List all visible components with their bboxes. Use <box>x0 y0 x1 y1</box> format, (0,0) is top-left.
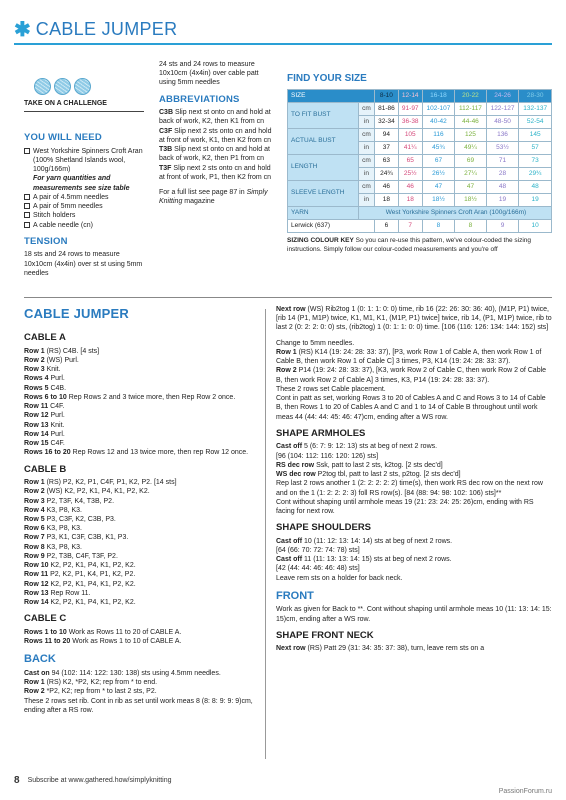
abbreviations-title: ABBREVIATIONS <box>159 93 240 105</box>
row-instruction: K2, P2, K1, P4, K1, P2, K2. <box>48 580 136 588</box>
row-instruction: 5 (6: 7: 9: 12: 13) sts at beg of next 2 rows. <box>302 443 438 451</box>
tension-text: 18 sts and 24 rows to measure 10x10cm (4x4in) over st st using 5mm needles <box>24 251 143 277</box>
yarn-ball-icon <box>54 78 71 95</box>
row-label: Row 9 <box>24 552 45 560</box>
tension-title: TENSION <box>24 235 68 247</box>
back-title: BACK <box>24 653 56 666</box>
pattern-row <box>276 348 552 366</box>
checkbox-icon <box>24 203 30 209</box>
row-instruction: [64 (66: 70: 72: 74: 78) sts] <box>276 546 360 554</box>
row-instruction: 94 (102: 114: 122: 130: 138) sts using 4.5mm needles. <box>49 669 221 677</box>
row-label: Row 8 <box>24 543 45 551</box>
row-instruction: P2, T3F, K4, T3B, P2. <box>44 497 115 505</box>
pattern-row <box>24 448 256 457</box>
page-title: CABLE JUMPER <box>35 19 178 39</box>
pattern-row <box>24 561 256 570</box>
pattern-row <box>276 394 552 422</box>
row-label: Cast on <box>24 669 50 677</box>
row-label: Row 1 <box>24 679 45 687</box>
column-divider <box>265 309 266 759</box>
pattern-row <box>276 555 552 564</box>
cable-b-title: CABLE B <box>24 463 67 475</box>
pattern-row <box>276 339 552 348</box>
cable-b-rows <box>24 478 256 607</box>
pattern-row <box>276 305 552 333</box>
pattern-row <box>24 669 256 678</box>
you-will-need-title: YOU WILL NEED <box>24 132 102 144</box>
list-item: T3B Slip next st onto cn and hold at back of work, K2, then P1 from cn <box>159 146 270 163</box>
row-label: Row 2 <box>24 688 45 696</box>
row-label: Rows 16 to 20 <box>24 449 71 457</box>
pattern-row <box>24 533 256 542</box>
shoulders-title: SHAPE SHOULDERS <box>276 522 372 534</box>
yarn-ball-icon <box>74 78 91 95</box>
row-label: Row 1 <box>24 479 45 487</box>
pattern-row <box>24 411 256 420</box>
watermark: PassionForum.ru <box>498 788 552 795</box>
checkbox-icon <box>24 212 30 218</box>
row-instruction: P2tog tbl, patt to last 2 sts, p2tog. [2 sts dec'd] <box>315 471 461 479</box>
row-label: Row 12 <box>24 412 49 420</box>
page-header <box>14 18 177 42</box>
row-instruction: P2, K2, P1, K4, P1, K2, P2. <box>48 571 136 579</box>
pattern-row <box>276 461 552 470</box>
row-instruction: Change to 5mm needles. <box>276 339 355 347</box>
row-instruction: (WS) K2, P2, K1, P4, K1, P2, K2. <box>44 488 150 496</box>
row-instruction: Rep Rows 2 and 3 twice more, then Rep Row 2 once. <box>66 393 236 401</box>
row-instruction: 11 (11: 13: 13: 14: 15) sts at beg of next 2 rows. <box>302 556 452 564</box>
tension-cable-text: 24 sts and 24 rows to measure 10x10cm (4x4in) over cable patt using 5mm needles <box>159 61 259 87</box>
row-instruction: (RS) K2, *P2, K2; rep from * to end. <box>44 679 158 687</box>
front-neck-title: SHAPE FRONT NECK <box>276 629 374 641</box>
row-label: Row 2 <box>24 356 45 364</box>
row-instruction: C4F. <box>48 440 65 448</box>
pattern-row <box>24 580 256 589</box>
pattern-row <box>276 644 552 653</box>
table-row: in 18 18 18½ 18½ 19 19 <box>288 194 552 207</box>
back-rows <box>24 669 256 715</box>
row-label: Rows 4 <box>24 375 49 383</box>
row-label: Rows 11 to 20 <box>24 638 71 646</box>
pattern-row <box>276 479 552 497</box>
row-label: Row 12 <box>24 580 49 588</box>
pattern-row <box>276 452 552 461</box>
pattern-row <box>24 515 256 524</box>
pattern-row <box>276 366 552 384</box>
row-instruction: Leave rem sts on a holder for back neck. <box>276 574 403 582</box>
pattern-row <box>24 543 256 552</box>
front-rows <box>276 605 552 623</box>
row-instruction: (WS) Purl. <box>44 356 79 364</box>
pattern-row <box>276 564 552 573</box>
row-instruction: 10 (11: 12: 13: 14: 14) sts at beg of next 2 rows. <box>302 537 453 545</box>
row-instruction: [96 (104: 112: 116: 120: 126) sts] <box>276 452 379 460</box>
size-table-column <box>287 72 552 254</box>
back-continued-rows <box>276 305 552 422</box>
row-instruction: Work as Rows 11 to 20 of CABLE A. <box>66 628 182 636</box>
pattern-row <box>24 637 256 646</box>
pattern-row <box>24 478 256 487</box>
row-instruction: Cont without shaping until armhole meas 19 (21: 23: 24: 25: 26)cm, ending with RS facing for next row. <box>276 498 534 515</box>
pattern-row <box>24 374 256 383</box>
pattern-row <box>24 421 256 430</box>
table-row: SLEEVE LENGTH cm 46 46 47 47 48 48 <box>288 181 552 194</box>
list-item: C3B Slip next st onto cn and hold at back of work, K2, then K1 from cn <box>159 109 271 126</box>
checkbox-icon <box>24 222 30 228</box>
row-label: Cast off <box>276 443 303 451</box>
row-label: Row 7 <box>24 534 45 542</box>
list-item: West Yorkshire Spinners Croft Aran (100% Shetland Islands wool, 100g/166m) <box>24 147 144 175</box>
shoulders-rows <box>276 537 552 583</box>
row-label: Row 11 <box>24 403 49 411</box>
row-label: Row 6 <box>24 525 45 533</box>
row-label: Row 2 <box>276 367 297 375</box>
pattern-row <box>24 356 256 365</box>
row-instruction: Ssk, patt to last 2 sts, k2tog. [2 sts dec'd] <box>314 461 443 469</box>
sizing-colour-key: SIZING COLOUR KEY So you can re-use this pattern, we've colour-coded the sizing instructions. Simply follow our colour-coded measurements and you're off <box>287 237 532 253</box>
row-instruction: Cont in patt as set, working Rows 3 to 20 of Cables A and C and Rows 3 to 14 of Cable B, then Rows 1 to 20 of Cables A and C and 1 to 14 of Cable B throughout until work meas 44 (44: 44: 45: 46: 47)cm, ending after a WS row. <box>276 395 546 421</box>
row-instruction: (RS) K14 (19: 24: 28: 33: 37), [P3, work Row 1 of Cable A, then work Row 1 of Cable B, then work Row 1 of Cable C] 3 times, P3, K14 (19: 24: 28: 33: 37). <box>276 348 542 366</box>
row-instruction: Knit. <box>48 421 65 429</box>
row-instruction: Rep Rows 12 and 13 twice more, then rep Row 12 once. <box>70 449 249 457</box>
pattern-row <box>24 347 256 356</box>
front-neck-rows <box>276 644 552 653</box>
footer <box>14 776 554 787</box>
pattern-row <box>276 470 552 479</box>
row-label: Row 5 <box>24 515 45 523</box>
row-label: Row 1 <box>276 348 297 356</box>
row-label: RS dec row <box>276 461 315 469</box>
row-instruction: Purl. <box>48 375 65 383</box>
abbreviations-column <box>159 61 277 207</box>
pattern-row <box>24 697 256 715</box>
row-instruction: C4B. <box>48 384 67 392</box>
row-label: Rows 5 <box>24 384 49 392</box>
pattern-row <box>24 365 256 374</box>
row-label: Row 15 <box>24 440 49 448</box>
size-table-title: FIND YOUR SIZE <box>287 73 367 84</box>
pattern-row <box>24 430 256 439</box>
pattern-row <box>24 506 256 515</box>
pattern-row <box>24 384 256 393</box>
row-instruction: K3, P8, K3. <box>44 525 82 533</box>
yarn-ball-icon <box>34 78 51 95</box>
yarn-note: For yarn quantities and measurements see size table <box>33 175 130 192</box>
row-label: Cast off <box>276 556 303 564</box>
size-table <box>287 89 552 233</box>
row-instruction: (RS) C4B. [4 sts] <box>44 347 100 355</box>
row-label: Row 4 <box>24 506 45 514</box>
row-instruction: K2, P2, K1, P4, K1, P2, K2. <box>48 562 136 570</box>
pattern-row <box>276 385 552 394</box>
front-title: FRONT <box>276 589 314 602</box>
row-instruction: Knit. <box>44 366 61 374</box>
row-instruction: P3, K1, C3F, C3B, K1, P3. <box>44 534 129 542</box>
row-label: Row 14 <box>24 599 49 607</box>
pattern-title: CABLE JUMPER <box>24 306 129 321</box>
row-instruction: Purl. <box>48 412 65 420</box>
row-label: Rows 1 to 10 <box>24 628 67 636</box>
table-row: in 24¾ 25½ 26½ 27¼ 28 29¾ <box>288 168 552 181</box>
row-instruction: *P2, K2; rep from * to last 2 sts, P2. <box>44 688 157 696</box>
row-instruction: (RS) P2, K2, P1, C4F, P1, K2, P2. [14 sts] <box>44 479 177 487</box>
cable-a-rows <box>24 347 256 458</box>
row-instruction: (WS) Rib2tog 1 (0: 1: 1: 0: 0) time, rib 16 (22: 26: 30: 36: 40), (M1P, P1) twice, [rib 14 (P1, M1P) twice, K1, M1, K1, (M1P, P1) twice] twice, rib 14, (P1, M1P) twice, rib to last 2 (0: 2: 2: 0: 0) sts, (rib2tog) 1 (0: 1: 1: 0: 0) time. [106 (116: 126: 134: 144: 152) sts] <box>276 306 552 332</box>
pattern-row <box>276 546 552 555</box>
table-row: in 37 41¼ 45¾ 49¼ 53½ 57 <box>288 142 552 155</box>
pattern-row <box>24 524 256 533</box>
row-instruction: Work as given for Back to **. Cont without shaping until armhole meas 10 (11: 13: 14: 15: 15)cm, ending after a WS row. <box>276 606 552 623</box>
table-row: YARN West Yorkshire Spinners Croft Aran (100g/166m) <box>288 207 552 220</box>
pattern-row <box>276 605 552 623</box>
row-instruction: P2, T3B, C4F, T3F, P2. <box>44 552 118 560</box>
row-instruction: Rep Row 11. <box>48 589 91 597</box>
row-label: Row 2 <box>24 488 45 496</box>
pattern-right-column <box>276 305 552 654</box>
row-label: Row 3 <box>24 497 45 505</box>
full-list-note: For a full list see page 87 in Simply Knitting magazine <box>159 189 268 206</box>
row-label: WS dec row <box>276 471 316 479</box>
table-row: LENGTH cm 63 65 67 69 71 73 <box>288 155 552 168</box>
row-label: Row 14 <box>24 430 49 438</box>
list-item: C3F Slip next 2 sts onto cn and hold at front of work, K1, then K2 from cn <box>159 127 272 144</box>
abbreviations-list <box>159 108 277 182</box>
row-label: Row 13 <box>24 589 49 597</box>
list-item: A cable needle (cn) <box>24 221 144 230</box>
pattern-row <box>24 678 256 687</box>
row-label: Row 11 <box>24 571 49 579</box>
pattern-left-column <box>24 305 256 715</box>
checkbox-icon <box>24 148 30 154</box>
top-section <box>24 60 552 292</box>
subscribe-text: Subscribe at www.gathered.how/simplyknitting <box>27 777 172 784</box>
pattern-row <box>24 439 256 448</box>
pattern-row <box>276 442 552 451</box>
row-instruction: K3, P8, K3. <box>44 543 82 551</box>
pattern-row <box>24 402 256 411</box>
row-instruction: Rep last 2 rows another 1 (2: 2: 2: 2: 2) time(s), then work RS dec row on the next row and on the 1 (1: 2: 2: 2: 3) foll RS row(s). [84 (88: 94: 98: 102: 106) sts]** <box>276 480 543 497</box>
cable-c-rows <box>24 628 256 646</box>
row-instruction: P14 (19: 24: 28: 33: 37), [K3, work Row 2 of Cable C, then work Row 2 of Cable B, then work Row 2 of Cable A] 3 times, K3, P14 (19: 24: 28: 33: 37). <box>276 367 547 384</box>
list-item: Stitch holders <box>24 211 144 220</box>
row-label: Next row <box>276 306 306 313</box>
pattern-row <box>24 598 256 607</box>
table-row: TO FIT BUST cm 81-86 91-97 102-107 112-117 122-127 132-137 <box>288 103 552 116</box>
row-label: Row 10 <box>24 562 49 570</box>
challenge-label: TAKE ON A CHALLENGE <box>24 99 144 112</box>
pattern-row <box>24 552 256 561</box>
row-instruction: (RS) Patt 29 (31: 34: 35: 37: 38), turn, leave rem sts on a <box>305 645 485 653</box>
pattern-row <box>24 497 256 506</box>
table-row: SIZE 8-10 12-14 16-18 20-22 24-26 28-30 <box>288 90 552 103</box>
row-instruction: [42 (44: 44: 46: 46: 48) sts] <box>276 565 360 573</box>
page-number: 8 <box>14 775 20 786</box>
list-item: A pair of 5mm needles <box>24 202 144 211</box>
pattern-row <box>24 628 256 637</box>
asterisk-icon: ✱ <box>14 18 31 41</box>
materials-column <box>24 78 144 278</box>
pattern-row <box>24 487 256 496</box>
row-label: Row 3 <box>24 366 45 374</box>
row-instruction: K3, P8, K3. <box>44 506 82 514</box>
pattern-row <box>24 687 256 696</box>
pattern-row <box>24 589 256 598</box>
pattern-row <box>276 498 552 516</box>
row-instruction: These 2 rows set rib. Cont in rib as set until work meas 8 (8: 8: 9: 9: 9)cm, ending after a RS row. <box>24 697 253 714</box>
table-row: in 32-34 36-38 40-42 44-46 48-50 52-54 <box>288 116 552 129</box>
row-label: Rows 6 to 10 <box>24 393 67 401</box>
row-instruction: K2, P2, K1, P4, K1, P2, K2. <box>48 599 136 607</box>
header-rule <box>14 43 552 45</box>
section-divider <box>24 297 552 298</box>
row-label: Cast off <box>276 537 303 545</box>
list-item: T3F Slip next 2 sts onto cn and hold at front of work, P1, then K2 from cn <box>159 164 272 181</box>
row-label: Row 1 <box>24 347 45 355</box>
row-label: Row 13 <box>24 421 49 429</box>
row-instruction: Purl. <box>48 430 65 438</box>
pattern-row <box>24 570 256 579</box>
row-instruction: Work as Rows 1 to 10 of CABLE A. <box>70 638 182 646</box>
cable-c-title: CABLE C <box>24 613 67 625</box>
pattern-row <box>24 393 256 402</box>
cable-a-title: CABLE A <box>24 332 66 344</box>
row-instruction: P3, C3F, K2, C3B, P3. <box>44 515 116 523</box>
table-row: Lerwick (637) 6 7 8 8 9 10 <box>288 220 552 233</box>
armholes-title: SHAPE ARMHOLES <box>276 427 366 439</box>
list-item: A pair of 4.5mm needles <box>24 193 144 202</box>
pattern-row <box>276 537 552 546</box>
checkbox-icon <box>24 194 30 200</box>
armholes-rows <box>276 442 552 516</box>
skill-rating <box>34 78 144 95</box>
pattern-row <box>276 574 552 583</box>
row-instruction: C4F. <box>48 403 65 411</box>
row-instruction: These 2 rows set Cable placement. <box>276 385 386 393</box>
row-label: Next row <box>276 645 306 653</box>
table-row: ACTUAL BUST cm 94 105 116 125 136 145 <box>288 129 552 142</box>
